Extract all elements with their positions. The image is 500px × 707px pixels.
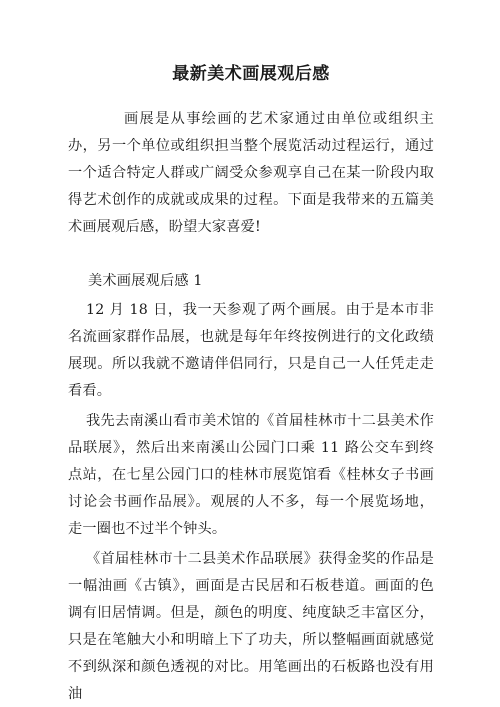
body-paragraph-3: 《首届桂林市十二县美术作品联展》获得金奖的作品是一幅油画《古镇》，画面是古民居和石板巷道。画面的色调有旧居情调。但是，颜色的明度、纯度缺乏丰富区分，只是在笔触大小和明暗上下了功夫，所以整幅画面就感觉不到纵深和颜色透视的对比。用笔画出的石板路也没有用油 bbox=[68, 551, 434, 702]
document-title: 最新美术画展观后感 bbox=[172, 64, 330, 84]
body-paragraph-2: 我先去南溪山看市美术馆的《首届桂林市十二县美术作品联展》，然后出来南溪山公园门口乘 11 路公交车到终点站，在七星公园门口的桂林市展览馆看《桂林女子书画讨论会书画作品展》。观展的人不多，每一个展览场地，走一圈也不过半个钟头。 bbox=[68, 413, 434, 537]
body-paragraph-1: 12 月 18 日，我一天参观了两个画展。由于是本市非名流画家群作品展，也就是每年年终按例进行的文化政绩展现。所以我就不邀请伴侣同行，只是自己一人任凭走走看看。 bbox=[68, 302, 434, 399]
section-heading: 美术画展观后感 1 bbox=[88, 273, 203, 289]
intro-paragraph: 画展是从事绘画的艺术家通过由单位或组织主办，另一个单位或组织担当整个展览活动过程运行，通过一个适合特定人群或广阔受众参观享自己在某一阶段内取得艺术创作的成就或成果的过程。下面是我带来的五篇美术画展观后感，盼望大家喜爱! bbox=[68, 111, 434, 235]
